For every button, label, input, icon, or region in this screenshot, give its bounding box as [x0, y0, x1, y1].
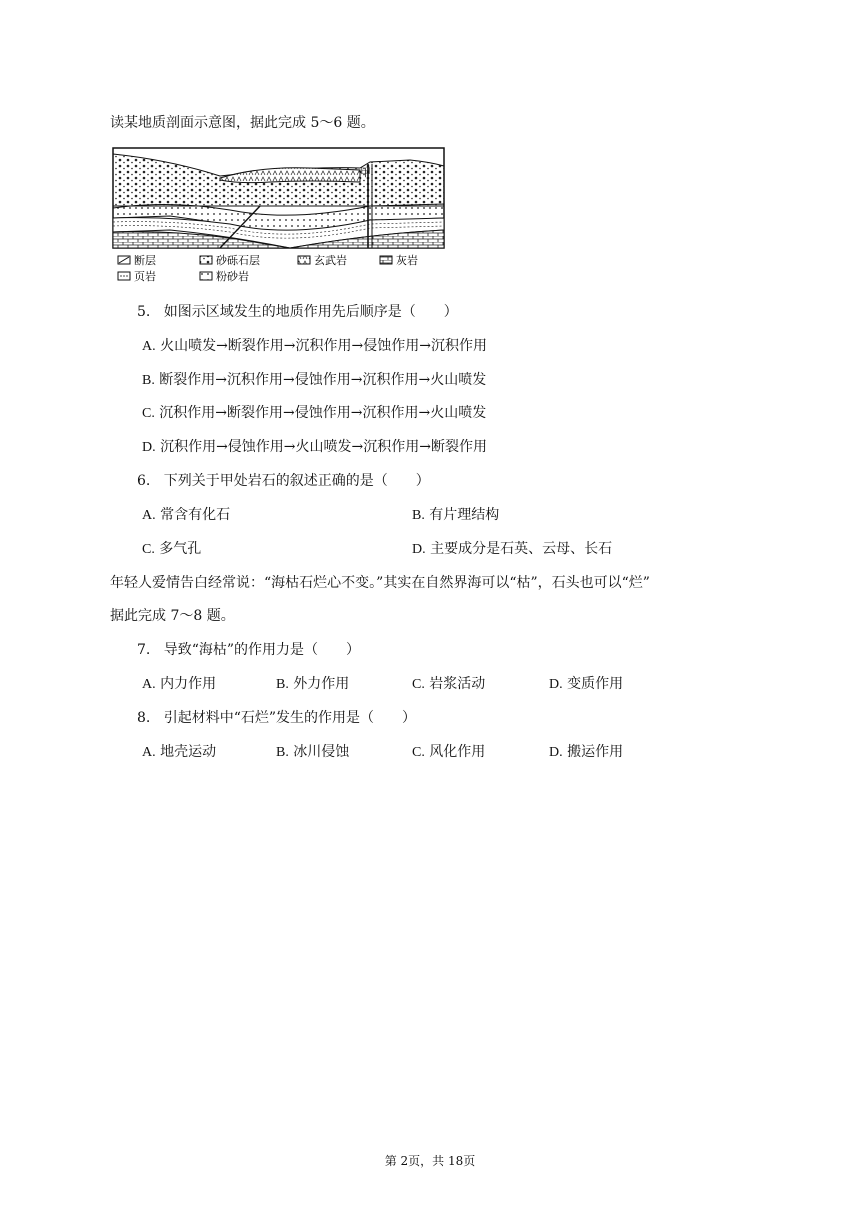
- legend-label-basalt: 玄武岩: [314, 254, 347, 267]
- q8-option-d[interactable]: D. 搬运作用: [549, 744, 624, 760]
- question-8: [137, 709, 416, 727]
- limestone-icon: [380, 256, 392, 264]
- question-7: [137, 641, 360, 659]
- question-stem: 下列关于甲处岩石的叙述正确的是（ ）: [163, 473, 430, 489]
- q6-option-a[interactable]: A. 常含有化石: [142, 507, 231, 523]
- q6-option-d[interactable]: D. 主要成分是石英、云母、长石: [412, 541, 613, 557]
- q7-option-b[interactable]: B. 外力作用: [276, 676, 350, 692]
- passage-line-1: 年轻人爱情告白经常说：“海枯石烂心不变。”其实在自然界海可以“枯”，石头也可以“烂”: [110, 575, 650, 591]
- question-number: 8.: [137, 710, 151, 726]
- q7-option-d[interactable]: D. 变质作用: [549, 676, 624, 692]
- q6-option-c[interactable]: C. 多气孔: [142, 541, 202, 557]
- q5-option-a[interactable]: A. 火山喷发→断裂作用→沉积作用→侵蚀作用→沉积作用: [142, 338, 487, 354]
- q5-option-d[interactable]: D. 沉积作用→侵蚀作用→火山喷发→沉积作用→断裂作用: [142, 439, 487, 455]
- q5-option-c[interactable]: C. 沉积作用→断裂作用→侵蚀作用→沉积作用→火山喷发: [142, 405, 487, 421]
- legend-label-fault: 断层: [134, 254, 156, 267]
- q8-option-c[interactable]: C. 风化作用: [412, 744, 486, 760]
- basalt-icon: [298, 256, 310, 264]
- question-stem: 如图示区域发生的地质作用先后顺序是（ ）: [163, 304, 458, 320]
- siltstone-icon: [200, 272, 212, 280]
- q5-option-b[interactable]: B. 断裂作用→沉积作用→侵蚀作用→沉积作用→火山喷发: [142, 372, 487, 388]
- q6-option-b[interactable]: B. 有片理结构: [412, 507, 500, 523]
- legend-label-gravel: 砂砾石层: [216, 254, 260, 267]
- page-footer: 第 2页，共 18页: [384, 1154, 476, 1168]
- question-stem: 导致“海枯”的作用力是（ ）: [163, 642, 361, 658]
- question-number: 7.: [137, 642, 151, 658]
- question-5: [137, 303, 458, 321]
- q8-option-b[interactable]: B. 冰川侵蚀: [276, 744, 350, 760]
- legend-label-limestone: 灰岩: [396, 254, 418, 267]
- q7-option-a[interactable]: A. 内力作用: [142, 676, 217, 692]
- passage-line-2: 据此完成 7～8 题。: [110, 608, 235, 624]
- q7-option-c[interactable]: C. 岩浆活动: [412, 676, 486, 692]
- question-number: 5.: [137, 304, 151, 320]
- geologic-section-figure: [110, 146, 450, 286]
- legend-label-siltstone: 粉砂岩: [216, 270, 249, 283]
- gravel-layer-icon: [200, 256, 212, 264]
- question-number: 6.: [137, 473, 151, 489]
- jia-label: 甲: [360, 166, 371, 179]
- intro-text: 读某地质剖面示意图，据此完成 5～6 题。: [110, 115, 375, 131]
- q8-option-a[interactable]: A. 地壳运动: [142, 744, 217, 760]
- legend-row-2: [118, 269, 249, 283]
- question-6: [137, 472, 430, 490]
- geologic-section-diagram: [110, 146, 450, 286]
- legend-label-shale: 页岩: [134, 270, 156, 283]
- question-stem: 引起材料中“石烂”发生的作用是（ ）: [163, 710, 417, 726]
- legend-row-1: [118, 253, 418, 267]
